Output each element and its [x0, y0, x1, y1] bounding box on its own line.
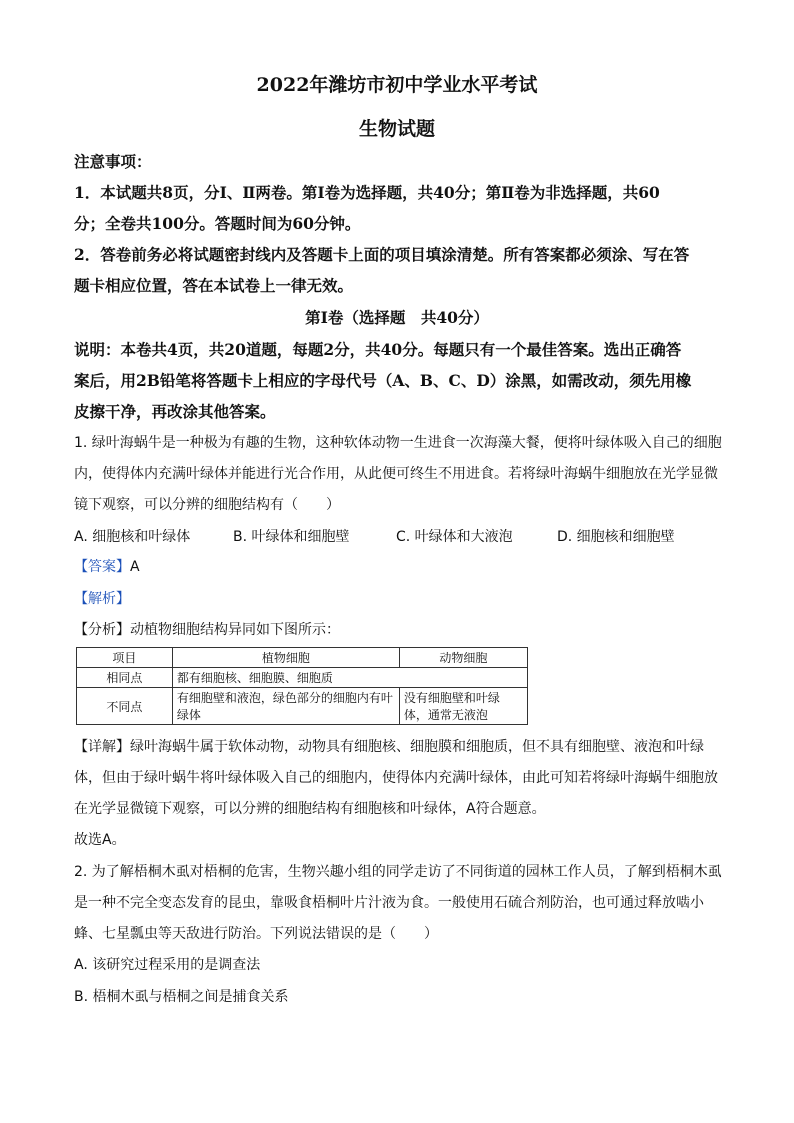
table-cell-diff-animal: 没有细胞壁和叶绿体，通常无液泡 — [399, 688, 527, 725]
q1-option-a: A. 细胞核和叶绿体 — [74, 529, 191, 545]
answer-value: A — [130, 559, 140, 575]
q1-detail-line1 — [74, 736, 734, 756]
q1-stem-line3: 镜下观察，可以分辨的细胞结构有（ ） — [74, 497, 340, 513]
q2-option-b: B. 梧桐木虱与梧桐之间是捕食关系 — [74, 989, 289, 1005]
q1-conclusion: 故选A。 — [74, 832, 126, 848]
q1-option-c: C. 叶绿体和大液泡 — [396, 529, 513, 545]
notice-item2-line1: 2．答卷前务必将试题密封线内及答题卡上面的项目填涂清楚。所有答案都必须涂、写在答 — [74, 245, 690, 264]
notice-heading: 注意事项： — [74, 152, 152, 171]
detail-tag: 【详解】 — [74, 739, 130, 755]
table-cell-diff-label: 不同点 — [77, 688, 173, 725]
q1-option-b: B. 叶绿体和细胞壁 — [233, 529, 350, 545]
q1-option-d: D. 细胞核和细胞壁 — [557, 529, 675, 545]
q1-answer — [74, 556, 734, 576]
section-desc-line2: 案后，用2B铅笔将答题卡上相应的字母代号（A、B、C、D）涂黑，如需改动，须先用橡 — [74, 371, 692, 390]
q2-stem-line2: 是一种不完全变态发育的昆虫，靠吸食梧桐叶片汁液为食。一般使用石硫合剂防治，也可通过释放啮小 — [74, 895, 704, 911]
fenxi-text: 动植物细胞结构异同如下图所示： — [130, 622, 340, 638]
table-row-same — [77, 668, 528, 688]
detail-text-1: 绿叶海蜗牛属于软体动物，动物具有细胞核、细胞膜和细胞质，但不具有细胞壁、液泡和叶绿 — [130, 739, 704, 755]
q2-stem-line1: 2. 为了解梧桐木虱对梧桐的危害，生物兴趣小组的同学走访了不同街道的园林工作人员，了解到梧桐木虱 — [74, 864, 722, 880]
fenxi-tag: 【分析】 — [74, 622, 130, 638]
section-title: 第Ⅰ卷（选择题 共40分） — [305, 308, 489, 327]
table-header-item: 项目 — [77, 648, 173, 668]
q1-detail-line3: 在光学显微镜下观察，可以分辨的细胞结构有细胞核和叶绿体，A符合题意。 — [74, 801, 546, 817]
table-row-diff — [77, 688, 528, 725]
exam-subject: 生物试题 — [358, 118, 435, 140]
q1-stem-line1: 1. 绿叶海蜗牛是一种极为有趣的生物，这种软体动物一生进食一次海藻大餐，便将叶绿体吸入自己的细胞 — [74, 435, 722, 451]
table-cell-same-label: 相同点 — [77, 668, 173, 688]
exam-title: 2022年潍坊市初中学业水平考试 — [256, 74, 538, 96]
section-desc-line3: 皮擦干净，再改涂其他答案。 — [74, 402, 276, 421]
analysis-tag: 【解析】 — [74, 591, 130, 607]
q1-detail-line2: 体，但由于绿叶蜗牛将叶绿体吸入自己的细胞内，使得体内充满叶绿体，由此可知若将绿叶海蜗牛细胞放 — [74, 770, 718, 786]
notice-item2-line2: 题卡相应位置，答在本试卷上一律无效。 — [74, 276, 354, 295]
section-desc-line1: 说明：本卷共4页，共20道题，每题2分，共40分。每题只有一个最佳答案。选出正确答 — [74, 340, 682, 359]
table-header-plant: 植物细胞 — [172, 648, 399, 668]
table-cell-diff-plant: 有细胞壁和液泡，绿色部分的细胞内有叶绿体 — [172, 688, 399, 725]
answer-tag: 【答案】 — [74, 559, 130, 575]
q1-analysis — [74, 588, 734, 608]
table-header-row — [77, 648, 528, 668]
q1-fenxi — [74, 619, 734, 639]
table-cell-same-value: 都有细胞核、细胞膜、细胞质 — [172, 668, 527, 688]
q1-stem-line2: 内，使得体内充满叶绿体并能进行光合作用，从此便可终生不用进食。若将绿叶海蜗牛细胞放在光学显微 — [74, 466, 718, 482]
notice-item1-line2: 分；全卷共100分。答题时间为60分钟。 — [74, 214, 361, 233]
q2-stem-line3: 蜂、七星瓢虫等天敌进行防治。下列说法错误的是（ ） — [74, 926, 438, 942]
q2-option-a: A. 该研究过程采用的是调查法 — [74, 957, 261, 973]
cell-comparison-table — [76, 647, 528, 725]
notice-item1-line1: 1．本试题共8页，分Ⅰ、Ⅱ两卷。第Ⅰ卷为选择题，共40分；第Ⅱ卷为非选择题，共60 — [74, 183, 660, 202]
table-header-animal: 动物细胞 — [399, 648, 527, 668]
